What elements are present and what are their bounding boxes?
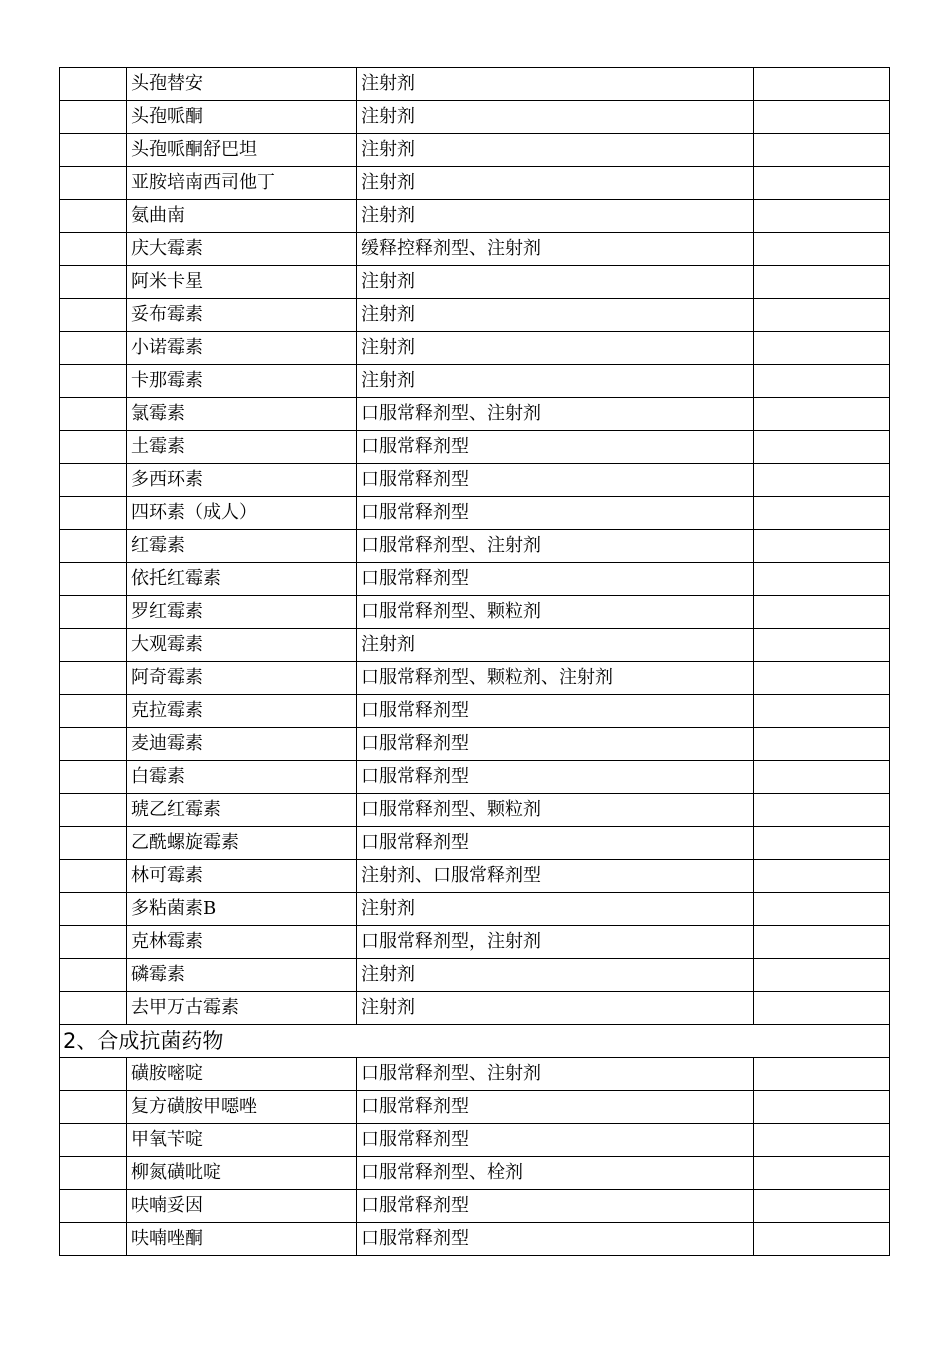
drug-name-cell: 琥乙红霉素 [127,794,357,827]
remark-cell [754,233,890,266]
index-cell [60,134,127,167]
dosage-form-cell: 口服常释剂型 [357,464,754,497]
remark-cell [754,662,890,695]
index-cell [60,662,127,695]
index-cell [60,596,127,629]
drug-name-cell: 麦迪霉素 [127,728,357,761]
index-cell [60,794,127,827]
remark-cell [754,761,890,794]
remark-cell [754,695,890,728]
index-cell [60,1091,127,1124]
index-cell [60,365,127,398]
table-row [60,1190,890,1223]
drug-name-cell: 土霉素 [127,431,357,464]
dosage-form-cell: 口服常释剂型 [357,497,754,530]
index-cell [60,563,127,596]
index-cell [60,398,127,431]
remark-cell [754,365,890,398]
index-cell [60,299,127,332]
drug-name-cell: 阿米卡星 [127,266,357,299]
dosage-form-cell: 口服常释剂型 [357,1223,754,1256]
drug-name-cell: 头孢替安 [127,68,357,101]
remark-cell [754,629,890,662]
dosage-form-cell: 口服常释剂型、注射剂 [357,398,754,431]
dosage-form-cell: 注射剂 [357,992,754,1025]
drug-name-cell: 亚胺培南西司他丁 [127,167,357,200]
table-row [60,959,890,992]
index-cell [60,695,127,728]
index-cell [60,926,127,959]
dosage-form-cell: 注射剂、口服常释剂型 [357,860,754,893]
dosage-form-cell: 注射剂 [357,299,754,332]
index-cell [60,464,127,497]
dosage-form-cell: 口服常释剂型 [357,827,754,860]
drug-name-cell: 柳氮磺吡啶 [127,1157,357,1190]
remark-cell [754,464,890,497]
dosage-form-cell: 口服常释剂型，注射剂 [357,926,754,959]
dosage-form-cell: 口服常释剂型、注射剂 [357,1058,754,1091]
index-cell [60,959,127,992]
remark-cell [754,101,890,134]
index-cell [60,167,127,200]
remark-cell [754,1091,890,1124]
remark-cell [754,860,890,893]
dosage-form-cell: 口服常释剂型 [357,695,754,728]
dosage-form-cell: 注射剂 [357,629,754,662]
index-cell [60,860,127,893]
drug-name-cell: 庆大霉素 [127,233,357,266]
remark-cell [754,398,890,431]
table-row [60,1223,890,1256]
table-row [60,233,890,266]
table-row [60,728,890,761]
index-cell [60,1157,127,1190]
drug-name-cell: 依托红霉素 [127,563,357,596]
table-row [60,1058,890,1091]
dosage-form-cell: 口服常释剂型、栓剂 [357,1157,754,1190]
index-cell [60,101,127,134]
index-cell [60,1058,127,1091]
dosage-form-cell: 口服常释剂型 [357,431,754,464]
table-row [60,893,890,926]
table-row [60,761,890,794]
table-row [60,332,890,365]
dosage-form-cell: 注射剂 [357,365,754,398]
drug-table-body [60,68,890,1256]
dosage-form-cell: 口服常释剂型、注射剂 [357,530,754,563]
dosage-form-cell: 注射剂 [357,332,754,365]
remark-cell [754,200,890,233]
index-cell [60,1223,127,1256]
table-row [60,497,890,530]
table-row [60,167,890,200]
remark-cell [754,68,890,101]
index-cell [60,992,127,1025]
drug-name-cell: 克拉霉素 [127,695,357,728]
dosage-form-cell: 口服常释剂型、颗粒剂 [357,596,754,629]
index-cell [60,629,127,662]
dosage-form-cell: 口服常释剂型 [357,1190,754,1223]
remark-cell [754,299,890,332]
remark-cell [754,167,890,200]
index-cell [60,728,127,761]
table-row [60,992,890,1025]
remark-cell [754,1223,890,1256]
index-cell [60,266,127,299]
remark-cell [754,1058,890,1091]
remark-cell [754,827,890,860]
table-row [60,926,890,959]
remark-cell [754,530,890,563]
drug-name-cell: 罗红霉素 [127,596,357,629]
remark-cell [754,728,890,761]
remark-cell [754,596,890,629]
drug-name-cell: 多西环素 [127,464,357,497]
index-cell [60,497,127,530]
remark-cell [754,1124,890,1157]
index-cell [60,200,127,233]
dosage-form-cell: 注射剂 [357,101,754,134]
dosage-form-cell: 注射剂 [357,134,754,167]
section-header-row [60,1025,890,1058]
drug-name-cell: 多粘菌素B [127,893,357,926]
table-row [60,530,890,563]
remark-cell [754,992,890,1025]
dosage-form-cell: 口服常释剂型 [357,563,754,596]
dosage-form-cell: 缓释控释剂型、注射剂 [357,233,754,266]
drug-name-cell: 头孢哌酮舒巴坦 [127,134,357,167]
remark-cell [754,497,890,530]
remark-cell [754,431,890,464]
section-title: 2、合成抗菌药物 [60,1025,890,1058]
dosage-form-cell: 注射剂 [357,68,754,101]
drug-name-cell: 四环素（成人） [127,497,357,530]
drug-name-cell: 氯霉素 [127,398,357,431]
remark-cell [754,266,890,299]
drug-name-cell: 呋喃妥因 [127,1190,357,1223]
drug-table [59,67,890,1256]
index-cell [60,761,127,794]
remark-cell [754,926,890,959]
dosage-form-cell: 注射剂 [357,200,754,233]
index-cell [60,530,127,563]
table-row [60,662,890,695]
drug-name-cell: 去甲万古霉素 [127,992,357,1025]
dosage-form-cell: 口服常释剂型 [357,728,754,761]
remark-cell [754,959,890,992]
table-row [60,827,890,860]
drug-name-cell: 呋喃唑酮 [127,1223,357,1256]
dosage-form-cell: 注射剂 [357,167,754,200]
drug-name-cell: 小诺霉素 [127,332,357,365]
table-row [60,794,890,827]
dosage-form-cell: 注射剂 [357,893,754,926]
dosage-form-cell: 注射剂 [357,266,754,299]
index-cell [60,827,127,860]
table-row [60,200,890,233]
drug-name-cell: 磷霉素 [127,959,357,992]
table-row [60,431,890,464]
remark-cell [754,893,890,926]
drug-name-cell: 林可霉素 [127,860,357,893]
table-row [60,266,890,299]
remark-cell [754,1157,890,1190]
table-row [60,695,890,728]
remark-cell [754,332,890,365]
index-cell [60,233,127,266]
index-cell [60,1190,127,1223]
index-cell [60,431,127,464]
drug-name-cell: 妥布霉素 [127,299,357,332]
drug-name-cell: 头孢哌酮 [127,101,357,134]
index-cell [60,1124,127,1157]
remark-cell [754,794,890,827]
drug-name-cell: 克林霉素 [127,926,357,959]
table-row [60,860,890,893]
table-row [60,365,890,398]
drug-name-cell: 白霉素 [127,761,357,794]
drug-name-cell: 氨曲南 [127,200,357,233]
table-row [60,1157,890,1190]
table-row [60,1091,890,1124]
dosage-form-cell: 注射剂 [357,959,754,992]
index-cell [60,68,127,101]
dosage-form-cell: 口服常释剂型 [357,1091,754,1124]
index-cell [60,332,127,365]
drug-name-cell: 卡那霉素 [127,365,357,398]
drug-name-cell: 甲氧苄啶 [127,1124,357,1157]
table-row [60,299,890,332]
drug-name-cell: 复方磺胺甲噁唑 [127,1091,357,1124]
drug-name-cell: 红霉素 [127,530,357,563]
table-row [60,464,890,497]
drug-name-cell: 磺胺嘧啶 [127,1058,357,1091]
table-row [60,134,890,167]
index-cell [60,893,127,926]
table-row [60,398,890,431]
table-row [60,68,890,101]
table-row [60,629,890,662]
table-row [60,1124,890,1157]
table-row [60,596,890,629]
table-row [60,101,890,134]
drug-name-cell: 阿奇霉素 [127,662,357,695]
remark-cell [754,134,890,167]
dosage-form-cell: 口服常释剂型 [357,1124,754,1157]
dosage-form-cell: 口服常释剂型、颗粒剂、注射剂 [357,662,754,695]
drug-name-cell: 乙酰螺旋霉素 [127,827,357,860]
remark-cell [754,563,890,596]
dosage-form-cell: 口服常释剂型 [357,761,754,794]
table-row [60,563,890,596]
remark-cell [754,1190,890,1223]
drug-name-cell: 大观霉素 [127,629,357,662]
dosage-form-cell: 口服常释剂型、颗粒剂 [357,794,754,827]
